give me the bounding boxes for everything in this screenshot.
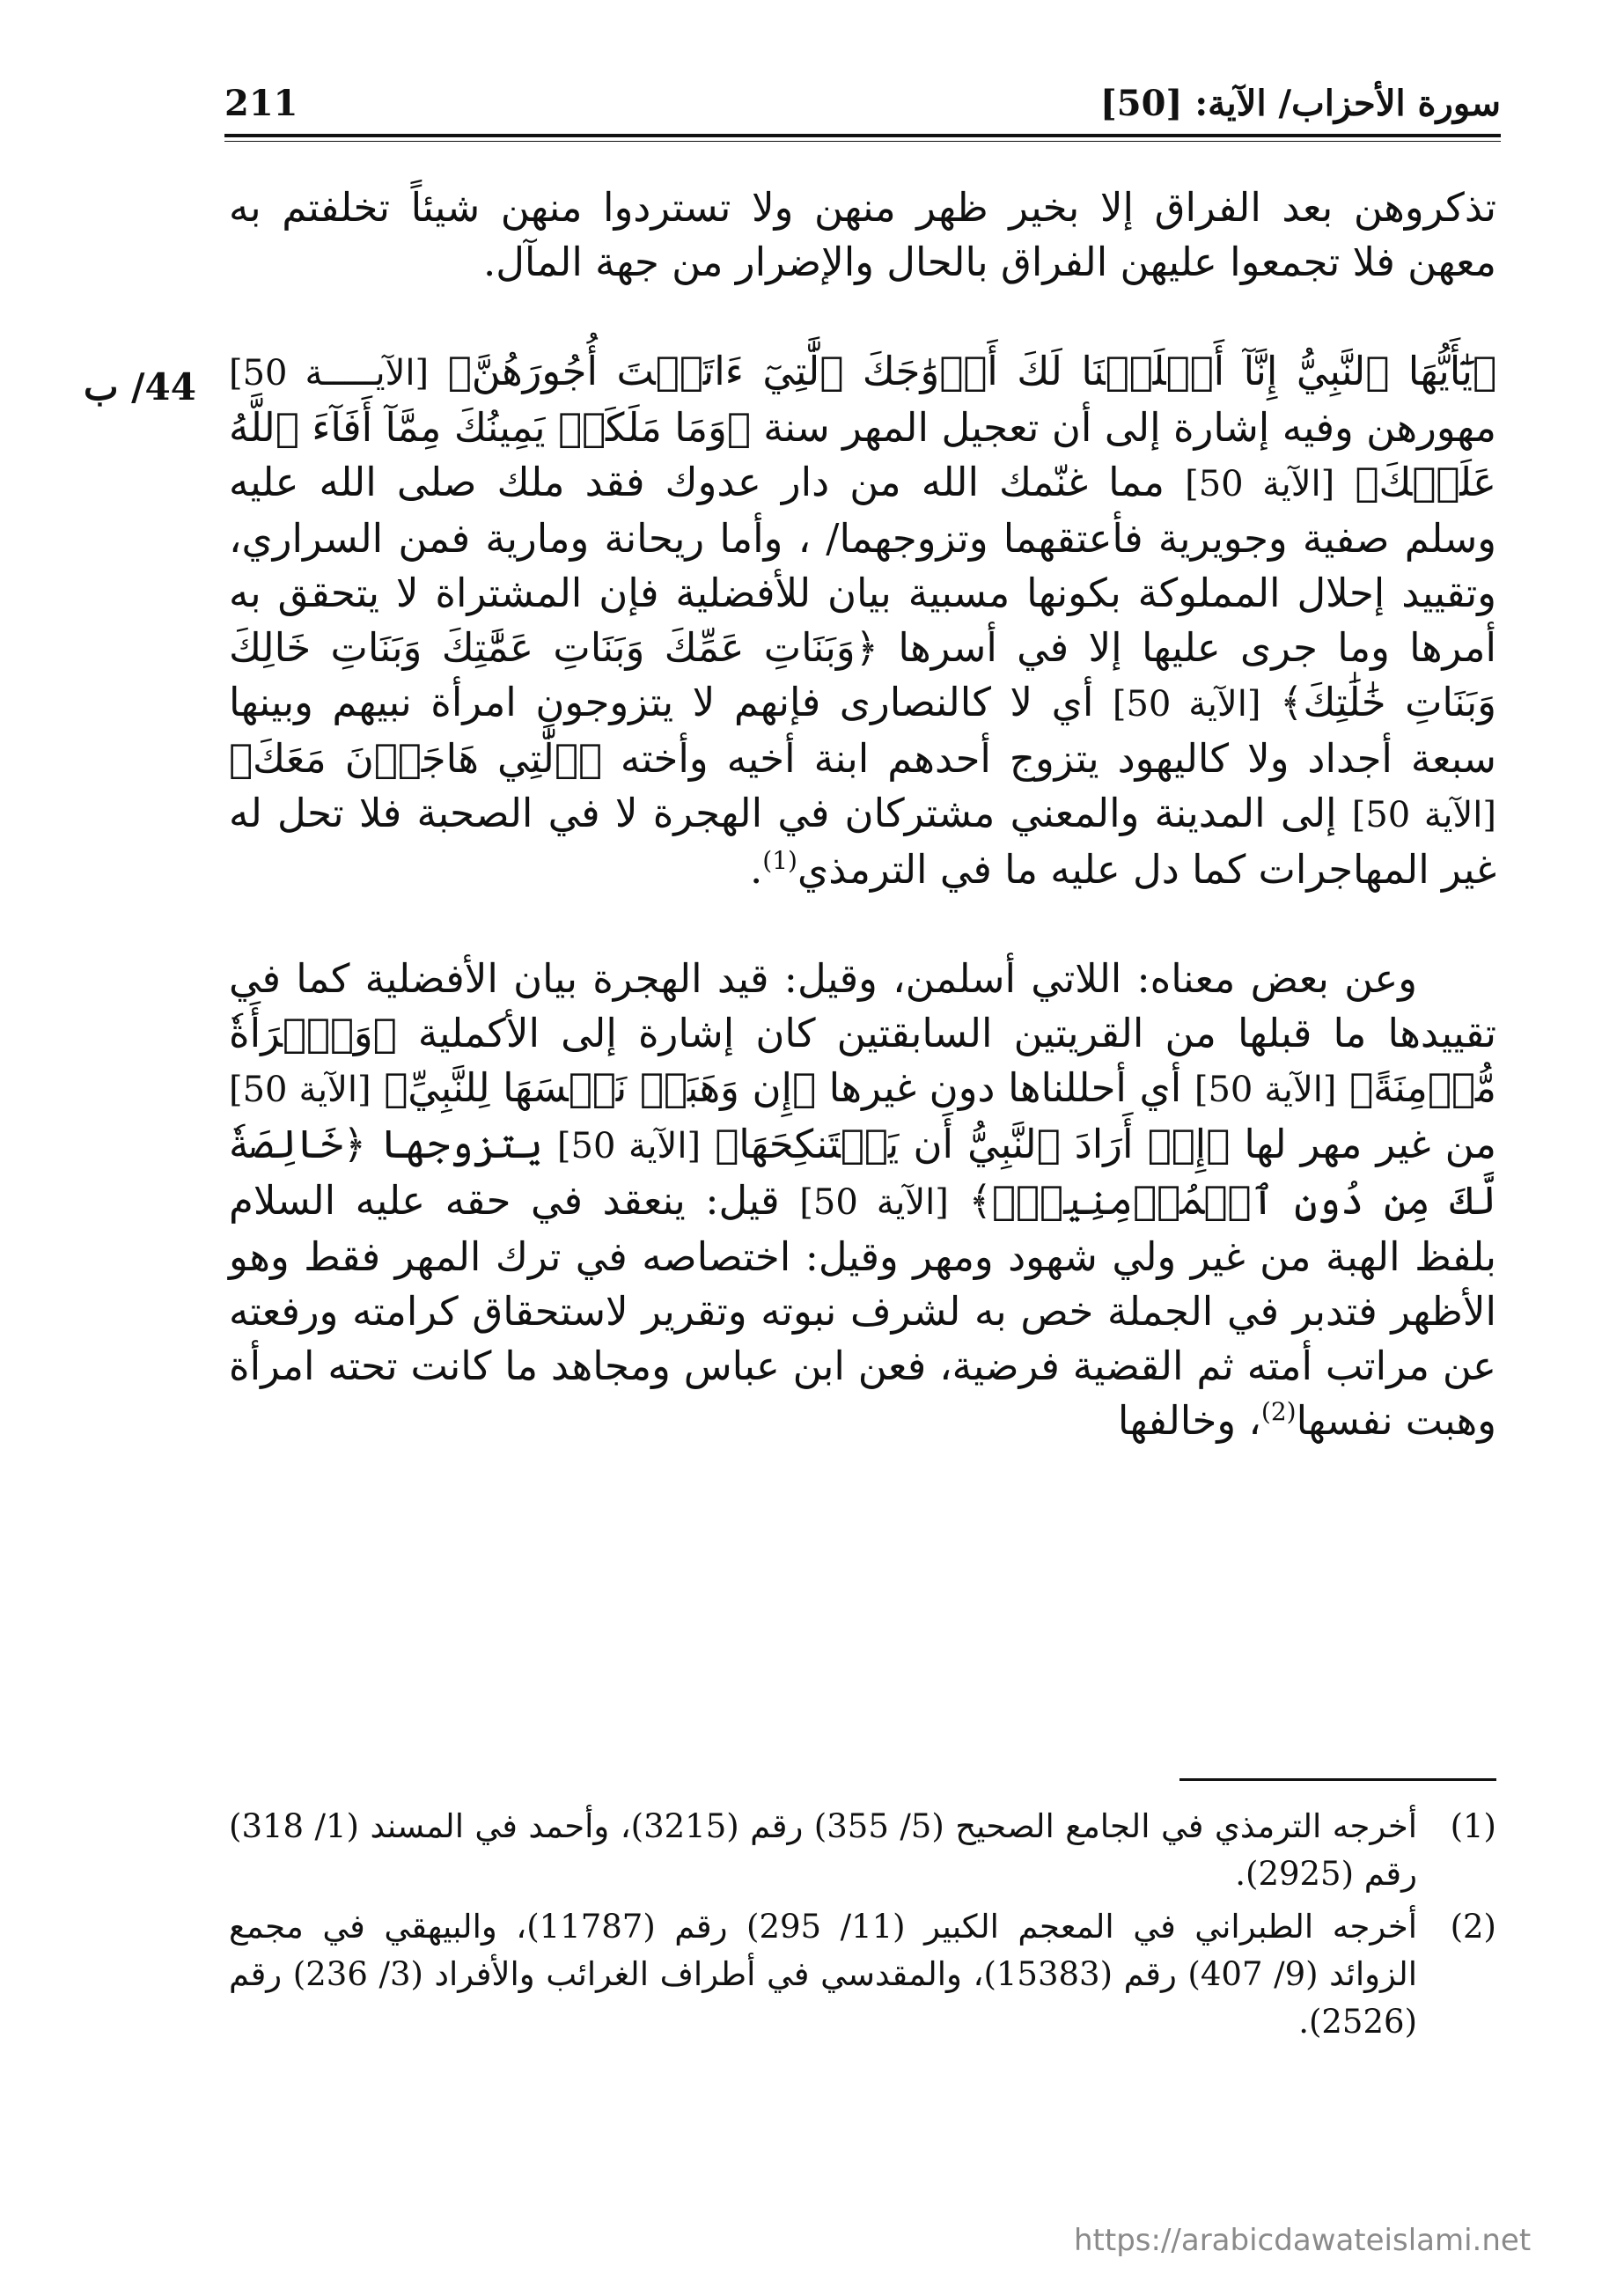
- quran-verse: ﴿يَٰٓأَيُّهَا ٱلنَّبِيُّ إِنَّآ أَحۡلَلۡنَا لَكَ أَزۡوَٰجَكَ ٱلَّٰتِيٓ ءَاتَيۡتَ أُجُورَهُنَّ﴾: [447, 348, 1496, 394]
- verse-reference: [الآية 50]: [1112, 684, 1261, 725]
- footnote-separator: [1179, 1778, 1496, 1781]
- watermark-url: https://arabicdawateislami.net: [1074, 2223, 1532, 2258]
- commentary-text: قيل: ينعقد في حقه عليه السلام بلفظ الهبة من غير ولي شهود ومهر وقيل: اختصاصه في ترك المهر فقط وهو الأظهر فتدبر في الجملة خص به لشرف نبوته وتقرير لاستحقاق كرامته ورفعته عن مراتب أمته ثم القضية فرضية، فعن ابن عباس ومجاهد ما كانت تحته امرأة وهبت نفسها: [229, 1177, 1496, 1444]
- footnote-text: أخرجه الترمذي في الجامع الصحيح (5/ 355) رقم (3215)، وأحمد في المسند (1/ 318) رقم (2925).: [229, 1807, 1418, 1893]
- commentary-text: إلى المدينة والمعني مشتركان في الهجرة لا في الصحبة فلا تحل له غير المهاجرات كما دل عليه ما في الترمذي: [229, 790, 1496, 893]
- header-rule-thin: [224, 141, 1501, 142]
- paragraph-1: [229, 180, 1496, 290]
- paragraph-2: [229, 344, 1496, 897]
- commentary-text: مهورهن وفيه إشارة إلى أن تعجيل المهر سنة: [763, 404, 1496, 451]
- verse-reference: [الآية 50]: [1351, 795, 1496, 835]
- quran-verse: ﴿وَبَنَاتِ عَمِّكَ وَبَنَاتِ عَمَّٰتِكَ وَبَنَاتِ خَالِكَ وَبَنَاتِ خَٰلَٰتِكَ﴾: [229, 624, 1496, 725]
- quran-verse: ﴿ٱلَّٰتِي هَاجَرۡنَ مَعَكَ﴾: [229, 735, 602, 782]
- main-text: [229, 180, 1496, 1448]
- commentary-text: أي أحللناها دون غيرها: [828, 1064, 1182, 1111]
- page-number: 211: [224, 83, 298, 124]
- quran-verse: ﴿خَالِصَةٗ لَّكَ مِن دُونِ ٱلۡمُؤۡمِنِينَۗ﴾: [229, 1121, 1497, 1224]
- verse-reference: [الآية 50]: [1194, 1070, 1337, 1110]
- verse-reference: [الآية 50]: [1185, 464, 1335, 504]
- running-header: [224, 77, 1501, 130]
- quran-verse: ﴿إِن وَهَبَتۡ نَفۡسَهَا لِلنَّبِيِّ﴾: [384, 1064, 817, 1111]
- commentary-text: .: [749, 846, 763, 893]
- quran-verse: ﴿إِنۡ أَرَادَ ٱلنَّبِيُّ أَن يَسۡتَنكِحَهَا﴾: [715, 1121, 1231, 1167]
- footnote-text: أخرجه الطبراني في المعجم الكبير (11/ 295) رقم (11787)، والبيهقي في مجمع الزوائد (9/ 407) رقم (15383)، والمقدسي في أطراف الغرائب والأفراد (3/ 236) رقم (2526).: [229, 1908, 1418, 2041]
- footnote-number: (1): [1450, 1807, 1496, 1845]
- commentary-text: ، وخالفها: [1117, 1397, 1261, 1444]
- surah-title: سورة الأحزاب/ الآية: [50]: [1099, 83, 1501, 124]
- quran-verse: ﴿وَٱمۡرَأَةٗ مُّؤۡمِنَةً﴾: [229, 1010, 1497, 1111]
- paragraph-3: [229, 952, 1496, 1448]
- footnote-number: (2): [1450, 1908, 1496, 1946]
- verse-reference: [الآية 50]: [229, 1070, 371, 1110]
- verse-reference: [الآية 50]: [799, 1182, 949, 1223]
- footnote-1: [229, 1803, 1496, 1898]
- header-rule: [224, 134, 1501, 137]
- footnote-marker: (1): [762, 846, 797, 875]
- commentary-text: وعن بعض معناه: اللاتي أسلمن، وقيل: قيد الهجرة بيان الأفضلية كما في تقييدها ما قبلها من القريتين السابقتين كان إشارة إلى الأكملية: [229, 955, 1496, 1056]
- commentary-text: أي لا كالنصارى فإنهم لا يتزوجون امرأة نبيهم وبينها سبعة أجداد ولا كاليهود يتزوج أحدهم ابنة أخيه وأخته: [229, 679, 1496, 782]
- commentary-text: من غير مهر لها: [1244, 1121, 1496, 1167]
- commentary-text: يتزوجها: [380, 1121, 543, 1167]
- footnotes: [229, 1803, 1496, 2051]
- manuscript-folio-marker: 44/ ب: [84, 365, 196, 408]
- footnote-2: [229, 1903, 1496, 2046]
- commentary-text: تذكروهن بعد الفراق إلا بخير ظهر منهن ولا تستردوا منهن شيئاً تخلفتم به معهن فلا تجمعوا عليهن الفراق بالحال والإضرار من جهة المآل.: [229, 184, 1496, 285]
- commentary-text: مما غنّمك الله من دار عدوك فقد ملك صلى الله عليه وسلم صفية وجويرية فأعتقهما وتزوجهما/ ، وأما ريحانة ومارية فمن السراري، وتقييد إحلال المملوكة بكونها مسبية بيان للأفضلية فإن المشتراة لا يتحقق به أمرها وما جرى عليها إلا في أسرها: [229, 459, 1496, 671]
- verse-reference: [الآيـــــة 50]: [229, 353, 430, 394]
- quran-verse: ﴿وَمَا مَلَكَتۡ يَمِينُكَ مِمَّآ أَفَآءَ ٱللَّهُ عَلَيۡكَ﴾: [229, 404, 1497, 505]
- footnote-marker: (2): [1260, 1397, 1297, 1426]
- verse-reference: [الآية 50]: [556, 1126, 702, 1166]
